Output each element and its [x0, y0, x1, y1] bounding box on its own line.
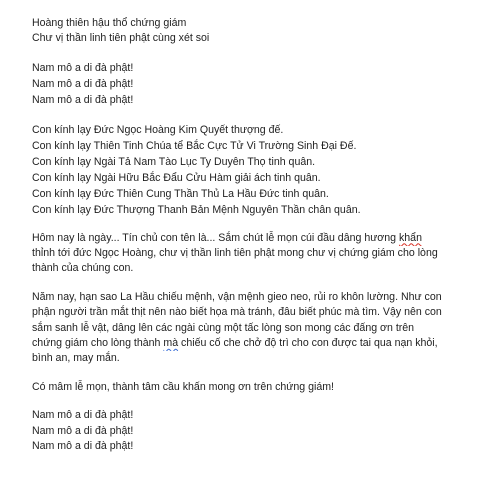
namo-line: Nam mô a di đà phật!: [32, 409, 134, 422]
namo-paragraph-top: [32, 60, 472, 108]
invocation-line: Con kính lạy Đức Thượng Thanh Bản Mệnh Nguyên Thần chân quân.: [32, 203, 361, 216]
body-line: [32, 336, 472, 351]
grammar-flagged-word[interactable]: mà: [163, 337, 179, 350]
namo-line: Nam mô a di đà phật!: [32, 93, 134, 106]
body-text: chứng giám cho lòng thành: [32, 337, 164, 350]
body-paragraph: [32, 290, 472, 367]
title-paragraph: [32, 16, 472, 46]
invocation-line: Con kính lạy Thiên Tinh Chúa tể Bắc Cực Tử Vi Trường Sinh Đại Đế.: [32, 139, 357, 152]
body-line: Năm nay, hạn sao La Hầu chiếu mệnh, vận mệnh gieo neo, rủi ro khôn lường. Như con: [32, 290, 442, 303]
closing-paragraph: [32, 380, 472, 395]
intro-line: thỉnh tới đức Ngọc Hoàng, chư vị thần linh tiên phật mong chư vị chứng giám cho lòng: [32, 247, 438, 259]
intro-line: [32, 231, 472, 246]
invocation-line: Con kính lạy Ngài Hữu Bắc Đẩu Cửu Hàm giải ách tinh quân.: [32, 171, 321, 184]
invocation-line: Con kính lạy Ngài Tả Nam Tào Lục Ty Duyên Thọ tinh quân.: [32, 155, 316, 168]
body-line: phận người trần mắt thịt nên nào biết họa mà tránh, đâu biết phúc mà tìm. Vậy nên con: [32, 306, 442, 319]
body-line: bình an, may mắn.: [32, 352, 120, 365]
namo-line: Nam mô a di đà phật!: [32, 424, 134, 437]
invocations-paragraph: [32, 122, 472, 218]
invocation-line: Con kính lạy Đức Ngọc Hoàng Kim Quyết thượng đế.: [32, 123, 284, 136]
closing-line: Có mâm lễ mọn, thành tâm cầu khấn mong ơn trên chứng giám!: [32, 380, 334, 393]
spellcheck-flagged-word[interactable]: khẩn: [398, 231, 422, 244]
namo-line: Nam mô a di đà phật!: [32, 440, 134, 453]
body-line: sắm sanh lễ vật, dâng lên các ngài cùng một tấc lòng son mong các đấng ơn trên: [32, 321, 415, 334]
body-text: chiếu cố che chở độ trì cho con được tai qua nạn khỏi,: [178, 337, 438, 350]
namo-line: Nam mô a di đà phật!: [32, 61, 134, 74]
intro-line: thành của chúng con.: [32, 262, 134, 275]
intro-text: Hôm nay là ngày... Tín chủ con tên là... Sắm chút lễ mọn cúi đầu dâng hương: [32, 231, 399, 244]
namo-line: Nam mô a di đà phật!: [32, 77, 134, 90]
namo-paragraph-bottom: [32, 408, 472, 455]
title-line: Hoàng thiên hậu thổ chứng giám: [32, 17, 187, 29]
invocation-line: Con kính lạy Đức Thiên Cung Thần Thủ La Hầu Đức tinh quân.: [32, 187, 329, 200]
intro-paragraph: [32, 231, 472, 277]
title-line: Chư vị thần linh tiên phật cùng xét soi: [32, 31, 210, 44]
